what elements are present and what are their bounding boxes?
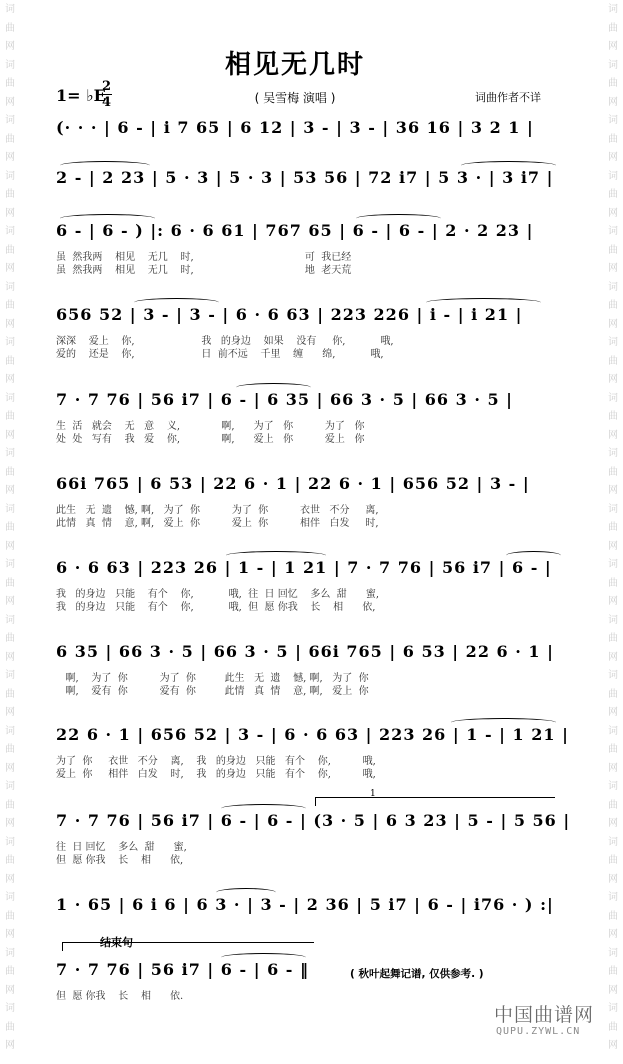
volta-bracket: [315, 797, 555, 798]
watermark-char: 曲: [5, 633, 15, 644]
watermark-char: 词: [608, 947, 618, 959]
notation-line: 6 · 6 63 | 223 26 | 1 - | 1 21 | 7 · 7 76 | 56 i7 | 6 - |: [56, 558, 552, 577]
watermark-char: 词: [5, 115, 15, 126]
watermark-char: 曲: [608, 78, 618, 89]
lyric-verse-1: 生 活 就会 无 意 义, 啊, 为了 你 为了 你: [56, 421, 365, 432]
lyric-verse-1: 此生 无 遗 憾, 啊, 为了 你 为了 你 衣世 不分 离,: [56, 505, 379, 516]
watermark-char: 网: [5, 1040, 15, 1051]
watermark-char: 曲: [608, 577, 618, 589]
watermark-char: 词: [608, 115, 618, 126]
watermark-char: 网: [5, 929, 15, 940]
watermark-char: 词: [608, 670, 618, 681]
watermark-char: 曲: [5, 1021, 15, 1033]
watermark-char: 网: [608, 984, 618, 996]
site-logo: 中国曲谱网: [494, 1004, 595, 1026]
watermark-right-column: [603, 0, 623, 1064]
watermark-char: 曲: [5, 411, 15, 422]
watermark-char: 曲: [5, 189, 15, 200]
watermark-char: 网: [5, 429, 15, 441]
watermark-char: 网: [608, 263, 618, 274]
notation-line: (· · · | 6 - | i 7 65 | 6 12 | 3 - | 3 - | 36 16 | 3 2 1 |: [56, 118, 534, 137]
notation-line: 7 · 7 76 | 56 i7 | 6 - | 6 - | (3 · 5 | 6 3 23 | 5 - | 5 56 |: [56, 811, 571, 830]
time-signature-bottom: 4: [101, 95, 112, 110]
author-credit: 词曲作者不详: [475, 91, 541, 104]
lyric-verse-1: 啊, 为了 你 为了 你 此生 无 遗 憾, 啊, 为了 你: [56, 673, 369, 684]
lyric-verse-2: 我 的身边 只能 有个 你, 哦, 但 愿 你我 长 相 依,: [56, 602, 376, 613]
watermark-char: 词: [608, 614, 618, 626]
watermark-left-column: [0, 0, 20, 1064]
watermark-char: 词: [608, 170, 618, 182]
watermark-char: 曲: [5, 522, 15, 533]
watermark-char: 曲: [5, 300, 15, 311]
watermark-char: 网: [608, 651, 618, 663]
watermark-char: 词: [608, 725, 618, 737]
watermark-char: 曲: [608, 688, 618, 700]
watermark-char: 网: [5, 41, 15, 52]
lyric-verse-2: 处 处 写有 我 爱 你, 啊, 爱上 你 爱上 你: [56, 434, 365, 445]
watermark-char: 词: [608, 226, 618, 237]
lyric-verse-2: 但 愿 你我 长 相 依,: [56, 855, 184, 866]
watermark-char: 曲: [608, 466, 618, 478]
watermark-char: 曲: [5, 577, 15, 589]
watermark-char: 曲: [608, 633, 618, 644]
watermark-char: 网: [608, 1040, 618, 1051]
watermark-char: 曲: [608, 133, 618, 145]
watermark-char: 网: [5, 374, 15, 385]
watermark-char: 网: [5, 596, 15, 607]
watermark-char: 词: [608, 281, 618, 293]
watermark-char: 曲: [608, 910, 618, 922]
watermark-char: 曲: [5, 966, 15, 977]
time-signature-top: 2: [101, 79, 112, 94]
watermark-char: 曲: [608, 522, 618, 533]
site-url: QUPU.ZYWL.CN: [496, 1026, 581, 1037]
lyric-verse-1: 虽 然我两 相见 无几 时, 可 我已经: [56, 252, 352, 263]
watermark-char: 词: [5, 226, 15, 237]
watermark-char: 词: [5, 448, 15, 459]
watermark-char: 词: [608, 503, 618, 515]
watermark-char: 网: [5, 540, 15, 552]
watermark-char: 词: [608, 892, 618, 903]
watermark-char: 网: [608, 429, 618, 441]
ending-label: 结束句: [100, 936, 133, 949]
notation-line: 22 6 · 1 | 656 52 | 3 - | 6 · 6 63 | 223 26 | 1 - | 1 21 |: [56, 725, 569, 744]
watermark-char: 网: [5, 873, 15, 885]
watermark-char: 词: [608, 337, 618, 348]
lyric-verse-2: 啊, 爱有 你 爱有 你 此情 真 情 意, 啊, 爱上 你: [56, 686, 369, 697]
watermark-char: 曲: [608, 22, 618, 34]
lyric-verse-1: 我 的身边 只能 有个 你, 哦, 往 日 回忆 多么 甜 蜜,: [56, 589, 380, 600]
watermark-char: 词: [5, 170, 15, 182]
watermark-char: 词: [5, 281, 15, 293]
watermark-char: 词: [5, 559, 15, 570]
notation-line: 656 52 | 3 - | 3 - | 6 · 6 63 | 223 226 | i - | i 21 |: [56, 305, 523, 324]
notation-line: 1 · 65 | 6 i 6 | 6 3 · | 3 - | 2 36 | 5 i7 | 6 - | i76 · ) :|: [56, 895, 554, 914]
watermark-char: 曲: [5, 355, 15, 367]
watermark-char: 词: [608, 59, 618, 71]
watermark-char: 网: [608, 929, 618, 940]
lyric-verse-1: 深深 爱上 你, 我 的身边 如果 没有 你, 哦,: [56, 336, 394, 347]
watermark-char: 曲: [5, 78, 15, 89]
watermark-char: 词: [5, 1003, 15, 1014]
watermark-char: 网: [608, 485, 618, 496]
watermark-char: 网: [5, 707, 15, 718]
lyric-verse-2: 爱的 还是 你, 日 前不远 千里 缠 绵, 哦,: [56, 349, 384, 360]
watermark-char: 曲: [5, 799, 15, 811]
watermark-char: 词: [5, 670, 15, 681]
watermark-char: 词: [5, 725, 15, 737]
lyric-verse-1: 但 愿 你我 长 相 依.: [56, 991, 184, 1002]
watermark-char: 曲: [5, 910, 15, 922]
watermark-char: 网: [5, 984, 15, 996]
watermark-char: 网: [5, 762, 15, 774]
watermark-char: 词: [608, 781, 618, 792]
watermark-char: 曲: [608, 744, 618, 755]
watermark-char: 曲: [5, 466, 15, 478]
watermark-char: 曲: [5, 855, 15, 866]
watermark-char: 词: [5, 503, 15, 515]
watermark-char: 网: [608, 818, 618, 829]
lyric-verse-1: 为了 你 衣世 不分 离, 我 的身边 只能 有个 你, 哦,: [56, 756, 376, 767]
watermark-char: 词: [608, 448, 618, 459]
watermark-char: 曲: [608, 1021, 618, 1033]
watermark-char: 曲: [608, 855, 618, 866]
watermark-char: 曲: [5, 133, 15, 145]
watermark-char: 网: [608, 318, 618, 330]
watermark-char: 词: [608, 559, 618, 570]
watermark-char: 网: [5, 96, 15, 108]
watermark-char: 曲: [608, 244, 618, 256]
watermark-char: 词: [5, 392, 15, 404]
song-title: 相见无几时: [224, 50, 365, 80]
watermark-char: 网: [5, 263, 15, 274]
watermark-char: 网: [608, 96, 618, 108]
key-signature: 1= ♭E: [56, 86, 106, 105]
watermark-char: 网: [608, 374, 618, 385]
watermark-char: 网: [5, 207, 15, 219]
watermark-char: 词: [608, 4, 618, 15]
notation-line: 66i 765 | 6 53 | 22 6 · 1 | 22 6 · 1 | 656 52 | 3 - |: [56, 474, 530, 493]
watermark-char: 曲: [608, 355, 618, 367]
notation-line: 6 35 | 66 3 · 5 | 66 3 · 5 | 66i 765 | 6 53 | 22 6 · 1 |: [56, 642, 554, 661]
watermark-char: 词: [5, 4, 15, 15]
watermark-char: 曲: [608, 411, 618, 422]
watermark-char: 词: [5, 337, 15, 348]
watermark-char: 词: [608, 1003, 618, 1014]
watermark-char: 词: [5, 614, 15, 626]
watermark-char: 词: [5, 836, 15, 848]
watermark-char: 网: [608, 152, 618, 163]
watermark-char: 曲: [5, 244, 15, 256]
watermark-char: 词: [5, 947, 15, 959]
volta-number: 1: [370, 789, 376, 799]
watermark-char: 曲: [608, 966, 618, 977]
watermark-char: 网: [5, 152, 15, 163]
lyric-verse-2: 爱上 你 相伴 白发 时, 我 的身边 只能 有个 你, 哦,: [56, 769, 376, 780]
watermark-char: 网: [5, 318, 15, 330]
watermark-char: 词: [5, 781, 15, 792]
notation-line: 7 · 7 76 | 56 i7 | 6 - | 6 35 | 66 3 · 5 | 66 3 · 5 |: [56, 390, 513, 409]
notation-line: 7 · 7 76 | 56 i7 | 6 - | 6 - ‖: [56, 960, 309, 979]
watermark-char: 曲: [5, 22, 15, 34]
watermark-char: 网: [5, 818, 15, 829]
watermark-char: 网: [608, 707, 618, 718]
notation-line: 6 - | 6 - ) |: 6 · 6 61 | 767 65 | 6 - | 6 - | 2 · 2 23 |: [56, 221, 534, 240]
watermark-char: 网: [608, 207, 618, 219]
watermark-char: 词: [5, 892, 15, 903]
lyric-verse-2: 此情 真 情 意, 啊, 爱上 你 爱上 你 相伴 白发 时,: [56, 518, 379, 529]
lyric-verse-1: 往 日 回忆 多么 甜 蜜,: [56, 842, 187, 853]
watermark-char: 网: [608, 596, 618, 607]
watermark-char: 曲: [608, 300, 618, 311]
watermark-char: 网: [5, 485, 15, 496]
notation-line: 2 - | 2 23 | 5 · 3 | 5 · 3 | 53 56 | 72 i7 | 5 3 · | 3 i7 |: [56, 168, 554, 187]
watermark-char: 网: [608, 873, 618, 885]
watermark-char: 网: [608, 540, 618, 552]
watermark-char: 词: [608, 392, 618, 404]
watermark-char: 曲: [608, 189, 618, 200]
singer-credit: ( 吴雪梅 演唱 ): [254, 91, 336, 105]
watermark-char: 网: [5, 651, 15, 663]
watermark-char: 曲: [608, 799, 618, 811]
watermark-char: 曲: [5, 744, 15, 755]
watermark-char: 词: [608, 836, 618, 848]
watermark-char: 曲: [5, 688, 15, 700]
watermark-char: 词: [5, 59, 15, 71]
watermark-char: 网: [608, 41, 618, 52]
lyric-verse-2: 虽 然我两 相见 无几 时, 地 老天荒: [56, 265, 352, 276]
watermark-char: 网: [608, 762, 618, 774]
transcription-note: ( 秋叶起舞记谱, 仅供参考. ): [350, 968, 484, 980]
